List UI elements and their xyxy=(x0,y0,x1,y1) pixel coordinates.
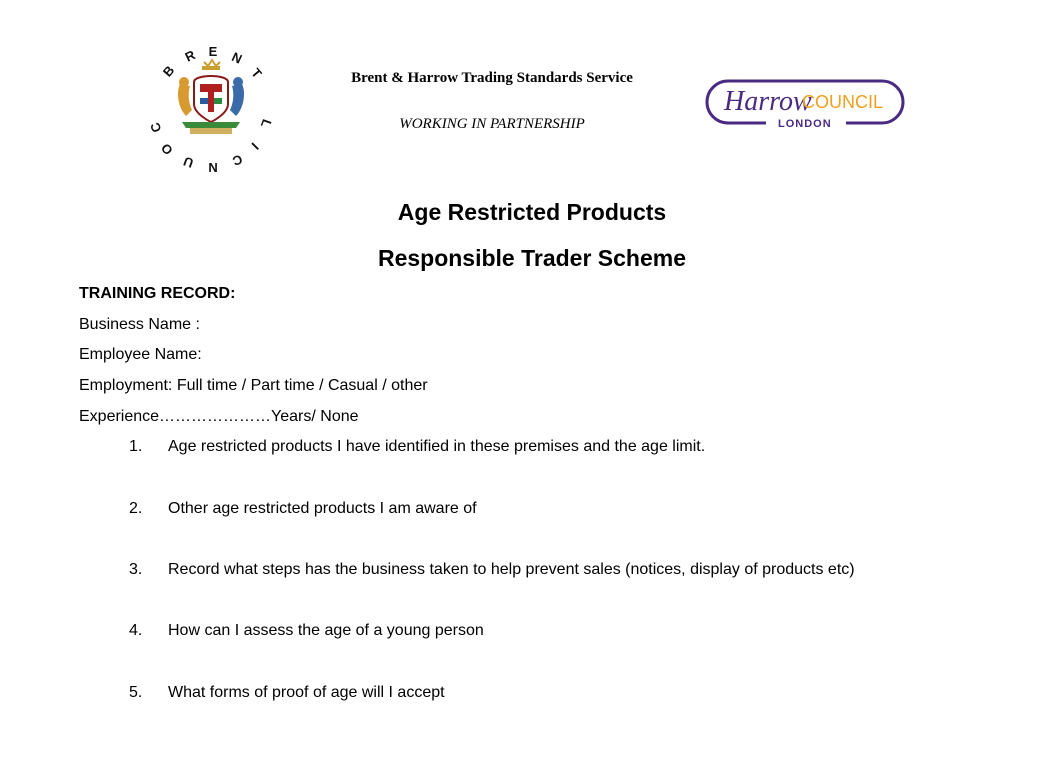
council-letter: U xyxy=(181,153,196,171)
training-record-heading: TRAINING RECORD: xyxy=(79,285,236,302)
page-title: Age Restricted Products xyxy=(397,199,667,225)
question-text: What forms of proof of age will I accept xyxy=(168,684,445,701)
experience-field: Experience…………………Years/ None xyxy=(79,408,359,425)
business-name-field: Business Name : xyxy=(79,316,200,333)
service-title: Brent & Harrow Trading Standards Service xyxy=(351,70,633,86)
question-text: Other age restricted products I am aware of xyxy=(168,500,477,517)
header-text xyxy=(300,68,684,134)
employment-field: Employment: Full time / Part time / Casual / other xyxy=(79,377,428,394)
council-letter: N xyxy=(208,160,218,175)
harrow-script-text: Harrow xyxy=(724,86,812,117)
page-subtitle: Responsible Trader Scheme xyxy=(377,245,687,271)
council-letter: O xyxy=(157,140,176,159)
brent-letter: E xyxy=(208,44,218,59)
question-text: How can I assess the age of a young person xyxy=(168,622,484,639)
council-letter: I xyxy=(248,139,262,153)
question-text: Record what steps has the business taken to help prevent sales (notices, display of products etc) xyxy=(168,561,855,578)
council-text: COUNCIL xyxy=(802,92,884,112)
employee-name-field: Employee Name: xyxy=(79,346,202,363)
question-number: 2. xyxy=(129,500,143,517)
question-number: 1. xyxy=(129,438,143,455)
question-number: 5. xyxy=(129,684,143,701)
brent-letter: N xyxy=(229,49,245,67)
brent-letter: B xyxy=(159,62,178,80)
harrow-council-logo xyxy=(704,76,908,134)
council-letter: L xyxy=(257,117,275,130)
brent-letter: R xyxy=(182,47,198,65)
council-letter: C xyxy=(230,151,245,169)
london-text: LONDON xyxy=(778,118,832,130)
council-letter: C xyxy=(147,120,165,135)
question-number: 4. xyxy=(129,622,143,639)
service-subtitle: WORKING IN PARTNERSHIP xyxy=(399,116,585,132)
brent-council-logo-icon xyxy=(147,44,275,175)
question-text: Age restricted products I have identified in these premises and the age limit. xyxy=(168,438,706,455)
question-number: 3. xyxy=(129,561,143,578)
coat-of-arms-icon xyxy=(178,60,244,134)
brent-letter: T xyxy=(248,65,265,81)
harrow-council-logo-icon xyxy=(704,76,908,134)
brent-council-logo xyxy=(147,44,275,175)
